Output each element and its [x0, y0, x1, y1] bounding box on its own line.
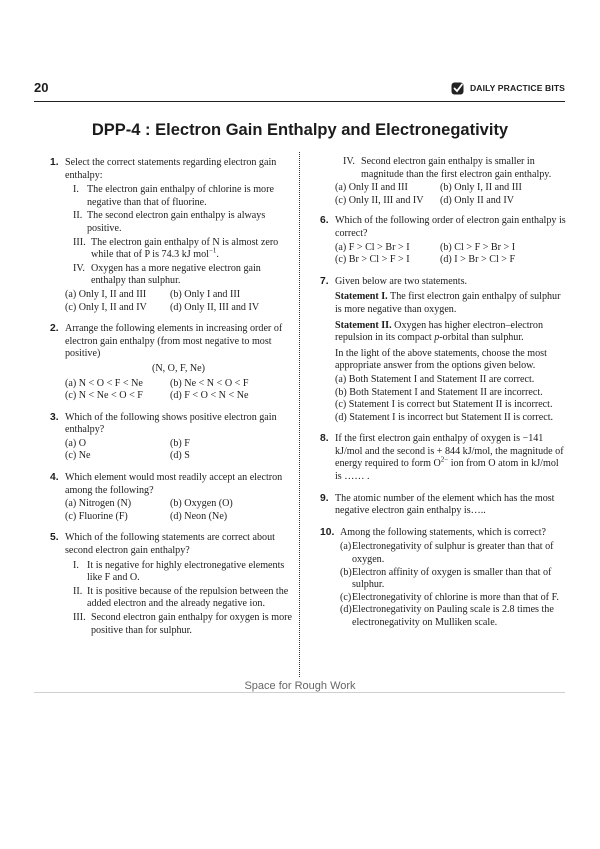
- question-number: 9.: [320, 492, 329, 504]
- options-grid: [65, 438, 292, 463]
- option-c: (c) Ne: [65, 450, 91, 462]
- question-5: [50, 532, 292, 637]
- statement-list: [65, 560, 292, 638]
- option-c: (c) N < Ne < O < F: [65, 390, 143, 402]
- column-divider: [299, 152, 300, 677]
- statement-list: [335, 156, 566, 181]
- question-number: 8.: [320, 433, 329, 445]
- option-a: (a) N < O < F < Ne: [65, 377, 143, 389]
- question-number: 5.: [50, 532, 59, 544]
- question-7: [320, 276, 566, 425]
- options-grid: [65, 498, 292, 523]
- question-10: [320, 527, 566, 630]
- instruction-text: In the light of the above statements, choose the most appropriate answer from the options given below.: [335, 347, 547, 372]
- option-b: (b) Only I and III: [170, 288, 241, 300]
- brand: [451, 81, 565, 95]
- question-number: 7.: [320, 275, 329, 287]
- statement: I. The electron gain enthalpy of chlorine is more negative than that of fluorine.: [73, 184, 274, 208]
- option-a: (a) Only II and III: [335, 182, 408, 194]
- question-number: 6.: [320, 215, 329, 227]
- option-c: (c) Only II, III and IV: [335, 194, 424, 206]
- option-a: (a) Both Statement I and Statement II are correct.: [335, 373, 535, 385]
- option-c: (c) Br > Cl > F > I: [335, 254, 410, 266]
- options-grid: [335, 242, 566, 267]
- brand-label: DAILY PRACTICE BITS: [469, 83, 565, 93]
- option-d: (d) S: [170, 450, 190, 462]
- left-column: [50, 157, 292, 646]
- question-2: [50, 323, 292, 403]
- option-a: (a) Nitrogen (N): [65, 498, 132, 510]
- page-header: [34, 80, 565, 98]
- question-6: [320, 215, 566, 266]
- question-number: 4.: [50, 472, 59, 484]
- option-d: (d) I > Br > Cl > F: [440, 254, 516, 266]
- checkbox-icon: [451, 81, 465, 95]
- options-list: [340, 541, 566, 629]
- option-d: (d) Only II and IV: [440, 194, 514, 206]
- options-grid: [65, 289, 292, 314]
- question-text: Arrange the following elements in increasing order of electron gain enthalpy (from most negative to most positive): [65, 323, 283, 360]
- question-text: Which of the following statements are correct about second electron gain enthalpy?: [65, 532, 275, 557]
- statement-2: Statement II. Oxygen has higher electron–electron repulsion in its compact p-orbital than sulphur.: [335, 319, 543, 344]
- option-d: (d) Only II, III and IV: [170, 301, 260, 313]
- question-text: Select the correct statements regarding electron gain enthalpy:: [65, 157, 277, 181]
- question-number: 2.: [50, 323, 59, 335]
- question-number: 3.: [50, 411, 59, 423]
- statement: II. The second electron gain enthalpy is always positive.: [73, 210, 266, 234]
- question-text: The atomic number of the element which has the most negative electron gain enthalpy is…..: [335, 492, 555, 517]
- option-c: (c) Fluorine (F): [65, 510, 128, 522]
- question-text: If the first electron gain enthalpy of oxygen is −141 kJ/mol and the second is + 844 kJ/mol, the magnitude of energy required to form $O^{2-}$ ion from O atom in kJ/mol is …… .: [335, 433, 564, 483]
- option-d: (d) Electronegativity on Pauling scale is 2.8 times the electronegativity on Mulliken scale.: [340, 604, 554, 628]
- question-text: Which element would most readily accept an electron among the following?: [65, 472, 283, 496]
- option-b: (b) Oxygen (O): [170, 498, 233, 510]
- statement: II. It is positive because of the repulsion between the added electron and the already negative ion.: [73, 585, 289, 610]
- option-a: (a) Electronegativity of sulphur is greater than that of oxygen.: [340, 541, 554, 566]
- statement-list: [65, 184, 292, 288]
- question-text: Given below are two statements.: [335, 275, 468, 287]
- option-c: (c) Electronegativity of chlorine is more than that of F.: [340, 591, 559, 603]
- option-a: (a) O: [65, 437, 87, 449]
- page-number: 20: [34, 80, 49, 95]
- option-b: (b) Ne < N < O < F: [170, 377, 249, 389]
- option-a: (a) F > Cl > Br > I: [335, 241, 410, 253]
- option-b: (b) Cl > F > Br > I: [440, 241, 516, 253]
- statement: IV. Second electron gain enthalpy is smaller in magnitude than the first electron gain enthalpy.: [343, 156, 552, 180]
- question-text: Which of the following order of electron gain enthalpy is correct?: [335, 215, 566, 239]
- right-column: [320, 156, 566, 639]
- option-b: (b) Electron affinity of oxygen is smaller than that of sulphur.: [340, 566, 552, 591]
- question-text: Which of the following shows positive electron gain enthalpy?: [65, 411, 277, 436]
- options-grid: [65, 378, 292, 403]
- option-b: (b) Both Statement I and Statement II are incorrect.: [335, 386, 543, 398]
- question-4: [50, 472, 292, 523]
- option-b: (b) Only I, II and III: [440, 182, 522, 194]
- header-rule: [34, 101, 565, 102]
- question-text: Among the following statements, which is correct?: [340, 526, 547, 538]
- rough-work-label: Space for Rough Work: [0, 680, 600, 692]
- footer-rule: [34, 692, 565, 693]
- element-set: (N, O, F, Ne): [151, 362, 206, 374]
- question-number: 1.: [50, 157, 59, 168]
- question-8: [320, 433, 566, 483]
- question-5-continued: [320, 156, 566, 207]
- question-9: [320, 493, 566, 518]
- question-number: 10.: [320, 526, 335, 538]
- statement: III. Second electron gain enthalpy for oxygen is more positive than for sulphur.: [73, 612, 292, 636]
- statement: I. It is negative for highly electronegative elements like F and O.: [73, 559, 285, 584]
- option-d: (d) Neon (Ne): [170, 510, 228, 522]
- option-c: (c) Statement I is correct but Statement II is incorrect.: [335, 399, 553, 411]
- option-a: (a) Only I, II and III: [65, 288, 147, 300]
- statement: IV. Oxygen has a more negative electron gain enthalpy than sulphur.: [73, 262, 261, 287]
- options-list: [335, 374, 566, 424]
- option-d: (d) Statement I is incorrect but Statement II is correct.: [335, 411, 554, 423]
- question-1: [50, 157, 292, 314]
- statement: III. The electron gain enthalpy of N is almost zero while that of P is 74.3 kJ mol$^{-1}$.: [73, 236, 279, 261]
- statement-1: Statement I. The first electron gain enthalpy of sulphur is more negative than oxygen.: [335, 291, 561, 315]
- option-c: (c) Only I, II and IV: [65, 301, 147, 313]
- options-grid: [335, 182, 566, 207]
- page-title: DPP-4 : Electron Gain Enthalpy and Electronegativity: [91, 121, 509, 139]
- option-b: (b) F: [170, 437, 190, 449]
- question-3: [50, 412, 292, 463]
- option-d: (d) F < O < N < Ne: [170, 390, 249, 402]
